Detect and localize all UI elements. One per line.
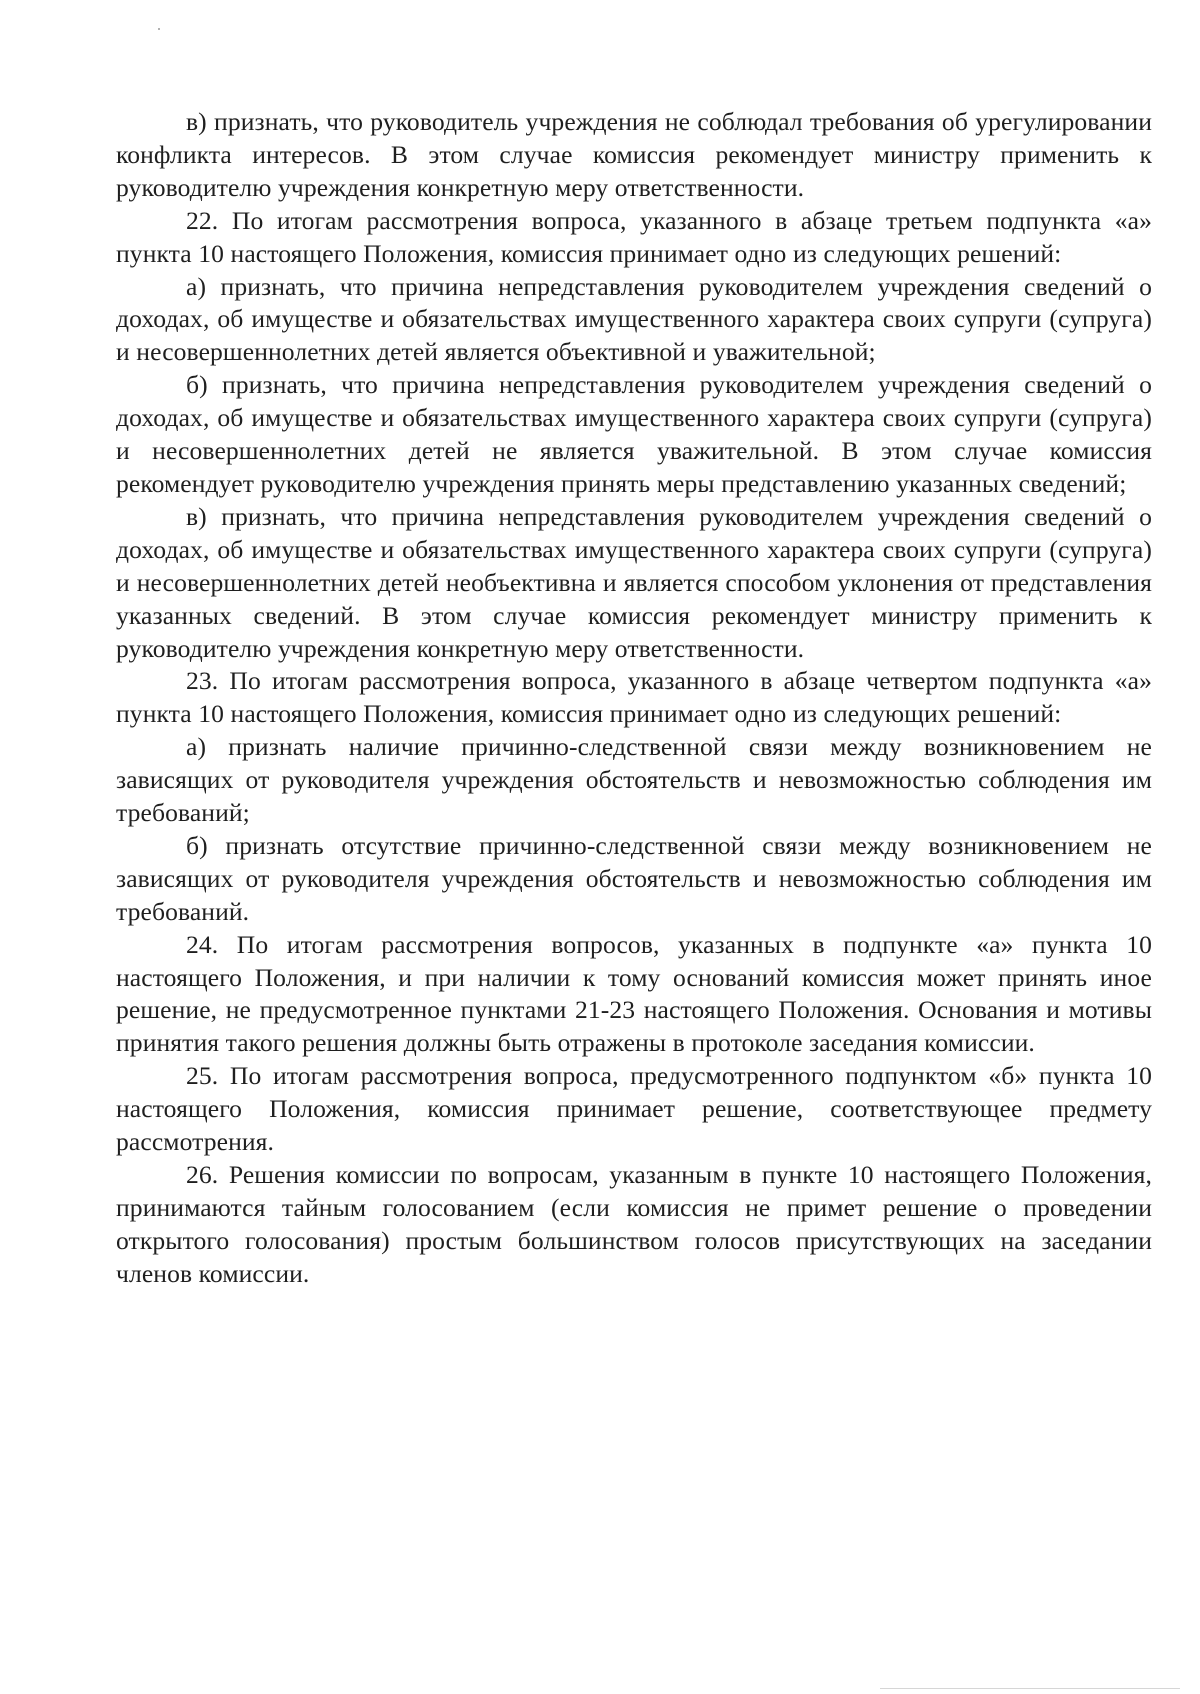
- paragraph-23-a: а) признать наличие причинно-следственной связи между возникновением не зависящих от руководителя учреждения обстоятельств и невозможностью соблюдения им требований;: [116, 732, 1152, 828]
- scan-artifact-line: [880, 1688, 1180, 1689]
- paragraph-26: 26. Решения комиссии по вопросам, указанным в пункте 10 настоящего Положения, принимаются тайным голосованием (если комиссия не примет решение о проведении открытого голосования) простым большинством голосов присутствующих на заседании членов комиссии.: [116, 1160, 1152, 1288]
- paragraph-22-a: а) признать, что причина непредставления руководителем учреждения сведений о доходах, об имуществе и обязательствах имущественного характера своих супруги (супруга) и несовершеннолетних детей является объективной и уважительной;: [116, 271, 1152, 367]
- paragraph-23-b: б) признать отсутствие причинно-следственной связи между возникновением не зависящих от руководителя учреждения обстоятельств и невозможностью соблюдения им требований.: [116, 830, 1152, 926]
- document-body: [116, 106, 1152, 1291]
- paragraph-23: 23. По итогам рассмотрения вопроса, указанного в абзаце четвертом подпункта «а» пункта 10 настоящего Положения, комиссия принимает одно из следующих решений:: [116, 666, 1152, 729]
- paragraph-21-v: в) признать, что руководитель учреждения не соблюдал требования об урегулировании конфликта интересов. В этом случае комиссия рекомендует министру применить к руководителю учреждения конкретную меру ответственности.: [116, 107, 1152, 202]
- paragraph-22-v: в) признать, что причина непредставления руководителем учреждения сведений о доходах, об имуществе и обязательствах имущественного характера своих супруги (супруга) и несовершеннолетних детей необъективна и является способом уклонения от представления указанных сведений. В этом случае комиссия рекомендует министру применить к руководителю учреждения конкретную меру ответственности.: [116, 501, 1152, 663]
- paragraph-24: 24. По итогам рассмотрения вопросов, указанных в подпункте «а» пункта 10 настоящего Положения, и при наличии к тому оснований комиссия может принять иное решение, не предусмотренное пунктами 21-23 настоящего Положения. Основания и мотивы принятия такого решения должны быть отражены в протоколе заседания комиссии.: [116, 929, 1152, 1058]
- scan-artifact-dot: [158, 28, 160, 30]
- paragraph-22: 22. По итогам рассмотрения вопроса, указанного в абзаце третьем подпункта «а» пункта 10 настоящего Положения, комиссия принимает одно из следующих решений:: [116, 205, 1152, 268]
- paragraph-22-b: б) признать, что причина непредставления руководителем учреждения сведений о доходах, об имуществе и обязательствах имущественного характера своих супруги (супруга) и несовершеннолетних детей не является уважительной. В этом случае комиссия рекомендует руководителю учреждения принять меры представлению указанных сведений;: [116, 370, 1152, 498]
- paragraph-25: 25. По итогам рассмотрения вопроса, предусмотренного подпунктом «б» пункта 10 настоящего Положения, комиссия принимает решение, соответствующее предмету рассмотрения.: [116, 1061, 1152, 1157]
